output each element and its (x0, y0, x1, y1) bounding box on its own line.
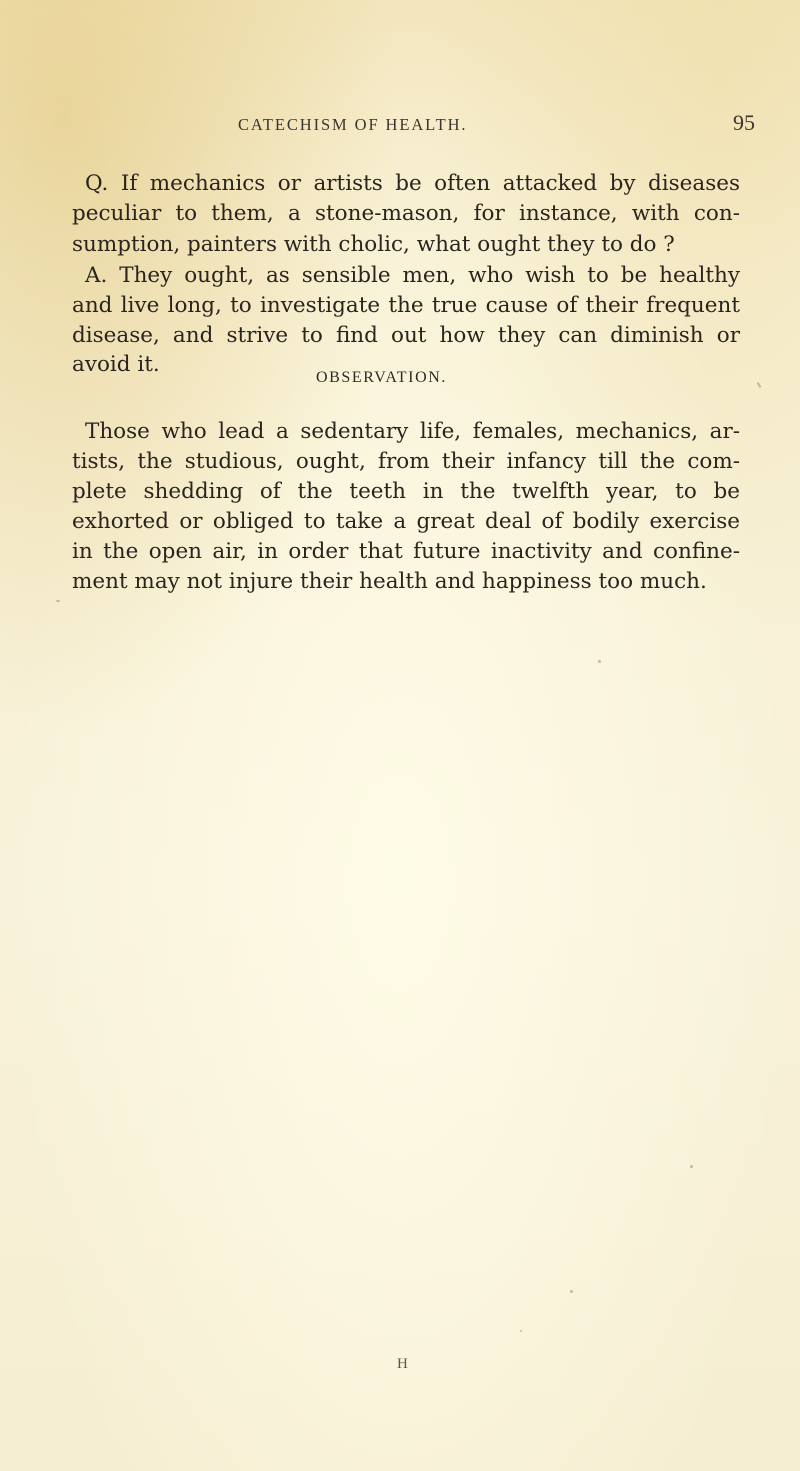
observation-line: in the open air, in order that future inactivity and confine- (72, 539, 740, 564)
paper-speck (56, 600, 60, 602)
observation-line: ment may not injure their health and happiness too much. (72, 569, 707, 594)
answer-line: A. They ought, as sensible men, who wish to be healthy (85, 263, 740, 288)
question-line: peculiar to them, a stone-mason, for instance, with con- (72, 201, 740, 226)
question-line: sumption, painters with cholic, what ought they to do ? (72, 232, 675, 257)
paper-speck (598, 660, 601, 663)
observation-line: plete shedding of the teeth in the twelfth year, to be (72, 479, 740, 504)
paper-speck (520, 1330, 522, 1332)
page-number: 95 (733, 110, 755, 135)
signature-mark: H (397, 1356, 408, 1372)
observation-line: tists, the studious, ought, from their infancy till the com- (72, 449, 740, 474)
answer-line: and live long, to investigate the true cause of their frequent (72, 293, 740, 318)
answer-line: disease, and strive to find out how they can diminish or (72, 323, 740, 348)
answer-line: avoid it. (72, 352, 160, 377)
paper-speck (690, 1165, 693, 1168)
running-head: CATECHISM OF HEALTH. (238, 115, 468, 134)
question-line: Q. If mechanics or artists be often attacked by diseases (85, 171, 740, 196)
observation-heading: OBSERVATION. (316, 369, 447, 386)
observation-line: Those who lead a sedentary life, females, mechanics, ar- (85, 419, 740, 444)
paper-speck (570, 1290, 573, 1293)
paper-speck (757, 382, 762, 388)
observation-line: exhorted or obliged to take a great deal of bodily exercise (72, 509, 740, 534)
